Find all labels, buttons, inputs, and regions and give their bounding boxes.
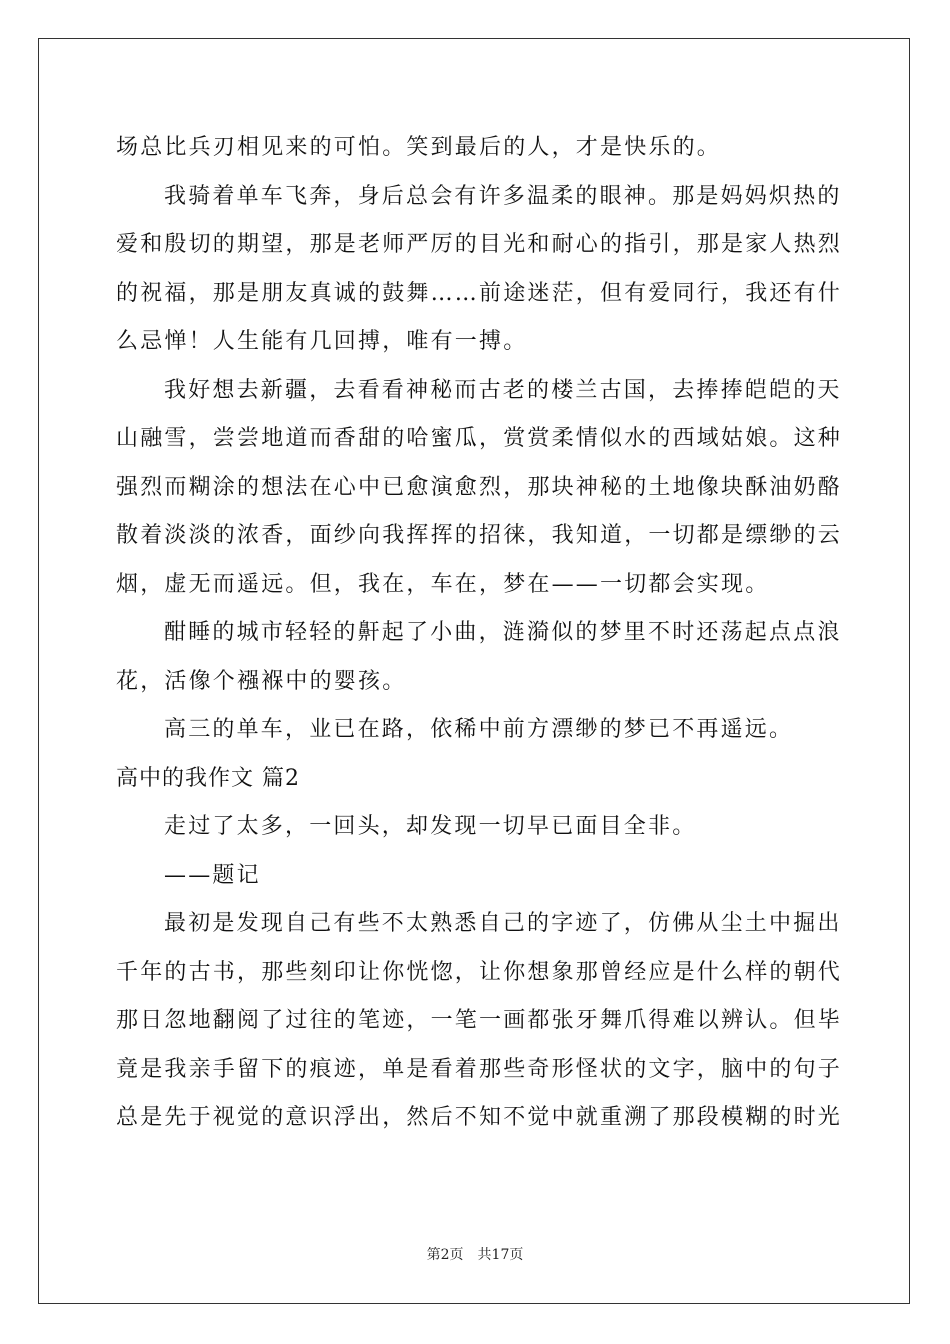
text-line: 花，活像个襁褓中的婴孩。: [116, 668, 407, 694]
epigraph-line: 走过了太多，一回头，却发现一切早已面目全非。: [164, 814, 697, 839]
text-line: 的祝福，那是朋友真诚的鼓舞……前途迷茫，但有爱同行，我还有什: [116, 280, 843, 306]
page-number: 第2页 共17页: [426, 1247, 524, 1263]
text-line: 总是先于视觉的意识浮出，然后不知不觉中就重溯了那段模糊的时光: [116, 1105, 843, 1130]
text-line: 场总比兵刃相见来的可怕。笑到最后的人，才是快乐的。: [116, 135, 722, 160]
paragraph-start-line: 最初是发现自己有些不太熟悉自己的字迹了，仿佛从尘土中掘出: [164, 911, 842, 936]
section-heading: 高中的我作文 篇2: [116, 765, 300, 791]
text-line: 强烈而糊涂的想法在心中已愈演愈烈，那块神秘的土地像块酥油奶酪: [116, 474, 843, 500]
text-line: 山融雪，尝尝地道而香甜的哈蜜瓜，赏赏柔情似水的西域姑娘。这种: [116, 426, 843, 451]
epigraph-attribution: ——题记: [164, 862, 261, 888]
paragraph-start-line: 高三的单车，业已在路，依稀中前方漂缈的梦已不再遥远。: [164, 717, 794, 742]
document-body: [116, 124, 843, 1143]
text-line: 么忌惮！人生能有几回搏，唯有一搏。: [116, 329, 528, 354]
text-line: 爱和殷切的期望，那是老师严厉的目光和耐心的指引，那是家人热烈: [116, 232, 843, 257]
text-line: 烟，虚无而遥远。但，我在，车在，梦在——一切都会实现。: [116, 571, 770, 597]
text-line: 散着淡淡的浓香，面纱向我挥挥的招徕，我知道，一切都是缥缈的云: [116, 523, 843, 548]
text-line: 那日忽地翻阅了过往的笔迹，一笔一画都张牙舞爪得难以辨认。但毕: [116, 1008, 843, 1033]
paragraph-start-line: 酣睡的城市轻轻的鼾起了小曲，涟漪似的梦里不时还荡起点点浪: [164, 620, 842, 645]
paragraph-start-line: 我骑着单车飞奔，身后总会有许多温柔的眼神。那是妈妈炽热的: [164, 183, 842, 209]
text-line: 千年的古书，那些刻印让你恍惚，让你想象那曾经应是什么样的朝代: [116, 959, 843, 985]
paragraph-start-line: 我好想去新疆，去看看神秘而古老的楼兰古国，去捧捧皑皑的天: [164, 377, 842, 403]
text-line: 竟是我亲手留下的痕迹，单是看着那些奇形怪状的文字，脑中的句子: [116, 1056, 843, 1082]
